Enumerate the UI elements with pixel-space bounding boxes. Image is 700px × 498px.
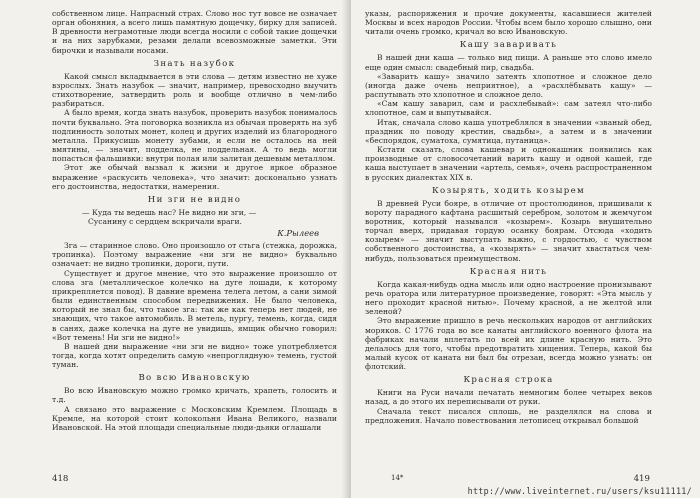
verse-author: К.Рылеев	[277, 228, 319, 239]
paragraph: Это выражение пришло в речь нескольких народов от английских моряков. С 1776 года во все канаты английского военного флота на фабриках начали вплетать по всей их длине красную нить. Это делалось для того, чтобы предотвратить хищения. Теперь, какой бы малый кусок от каната ни был бы отрезан, всегда можно узнать: он флотский.	[365, 316, 652, 372]
paragraph: Какой смысл вкладывается в эти слова — детям известно не хуже взрослых. Знать назубок — значит, например, превосходно выучить стихотворение, затвердить роль и вообще отлично в чем-либо разбираться.	[52, 71, 337, 109]
section-heading-kashu-zavarivat: Кашу заваривать	[459, 40, 558, 51]
section-heading-ni-zgi: Ни зги не видно	[147, 194, 242, 205]
paragraph: В древней Руси бояре, в отличие от простолюдинов, пришивали к вороту парадного кафтана расшитый серебром, золотом и жемчугом воротник, который назывался «козырем». Козырь внушительно торчал вверх, придавая гордую осанку боярам. Отсюда «ходить козырем» — значит выступать важно, с гордостью, с чувством собственного достоинства, а «козырять» — значит хвастаться чем-нибудь, пользоваться преимуществом.	[365, 198, 652, 263]
left-intro-paragraph: собственном лице. Напрасный страх. Слово нос тут вовсе не означает орган обоняния, а всего лишь памятную дощечку, бирку для записей. В древности неграмотные люди всегда носили с собой такие дощечки и на них зарубками, резами делали всевозможные заметки. Эти бирочки и называли носами.	[52, 9, 337, 55]
paragraph: Во всю Ивановскую можно громко кричать, храпеть, голосить и т.д.	[52, 386, 337, 405]
section-heading-vo-vsyu-ivanovskuyu: Во всю Ивановскую	[138, 373, 251, 384]
watermark-url: http://www.liveinternet.ru/users/ksu11111/	[467, 486, 692, 496]
section-heading-krasnaya-stroka: Красная строка	[463, 375, 554, 386]
paragraph: Кстати сказать, слова кашевар и однокашник появились как производные от словосочетаний варить кашу и одной кашей, где каша выступает в значении «артель, семья», очень распространенном в русских диалектах XIX в.	[365, 145, 652, 182]
verse-quote	[52, 208, 337, 226]
paragraph: В нашей дни выражение «ни зги не видно» тоже употребляется тогда, когда хотят определить самую «непроглядную» темень, густой туман.	[52, 341, 337, 370]
left-page	[0, 0, 349, 498]
verse-line: — Куда ты ведешь нас? Не видно ни зги, —	[82, 207, 257, 217]
paragraph: А было время, когда знать назубок, проверить назубок понималось почти буквально. Эта поговорка возникла из обычая проверять на зуб подлинность золотых монет, колец и других изделий из благородного металла. Прикусишь монету зубами, и если не осталось на ней вмятины, — значит, подделка, не поддельная. А то ведь могли попасться фальшивки: внутри полая или залитая дешевым металлом.	[52, 108, 337, 164]
paragraph: Зга — старинное слово. Оно произошло от стьга (стежка, дорожка, тропинка). Поэтому выражение «ни зги не видно» буквально означает: не видно тропинки, дороги, пути.	[52, 241, 337, 269]
right-intro-paragraph: указы, распоряжения и прочие документы, касавшиеся жителей Москвы и всех народов России. Чтобы всем было хорошо слышно, они читали очень громко, кричал во всю Ивановскую.	[365, 9, 652, 37]
section-heading-znat-nazubok: Знать назубок	[153, 58, 236, 69]
paragraph: Сначала текст писался сплошь, не разделялся на слова и предложения. Начало повествования летописец открывал большой	[365, 406, 652, 425]
paragraph: «Сам кашу заварил, сам и расхлебывай»: сам затеял что-либо хлопотное, сам и выпутывайся.	[365, 99, 652, 118]
paragraph: В нашей дни каша — только вид пищи. А раньше это слово имело еще один смысл: свадебный пир, свадьба.	[365, 53, 652, 72]
paragraph: «Заварить кашу» значило затеять хлопотное и сложное дело (иногда даже очень неприятное), а «расхлёбывать кашу» — распутывать это хлопотное и сложное дело.	[365, 71, 652, 100]
right-page	[351, 0, 700, 498]
verse-line: Сусанину с сердцем вскричали враги.	[88, 216, 242, 226]
paragraph: А связано это выражение с Московским Кремлем. Площадь в Кремле, на которой стоит колокольня Ивана Великого, назвали Ивановской. На этой площади специальные люди-дьяки оглашали	[52, 404, 337, 432]
paragraph: Существует и другое мнение, что это выражение произошло от слова зга (металлическое колечко на дуге лошади, к которому прикрепляется повод). В давние времена телега летом, а сани зимой были единственным способом передвижения. Не было человека, который не знал бы, что такое зга: так же как теперь нет людей, не знающих, что такое автомобиль. В метель, пургу, темень, когда, сидя в санях, даже колечка на дуге не увидишь, ямщик обычно говорил: «Вот темень! Ни зги не видно!»	[52, 268, 337, 342]
paragraph: Итак, сначала слово каша употреблялся в значении «званый обед, праздник по поводу крестин, свадьбы», а затем и в значении «беспорядок, суматоха, сумятица, путаница».	[365, 117, 652, 145]
signature-mark: 14*	[391, 474, 404, 482]
paragraph: Когда какая-нибудь одна мысль или одно настроение пронизывают речь оратора или литературное произведение, говорят: «Эта мысль у него проходит красной нитью». Почему красной, а не желтой или зеленой?	[365, 279, 652, 317]
page-number-right: 419	[633, 474, 650, 484]
paragraph: Книги на Руси начали печатать немногим более четырех веков назад, а до этого их переписывали от руки.	[365, 388, 652, 407]
section-heading-kozyryat: Козырять, ходить козырем	[432, 185, 585, 196]
paragraph: Этот же обычай вызвал к жизни и другое яркое образное выражение «раскусить человека», что значит: досконально узнать его достоинства, недостатки, намерения.	[52, 163, 337, 191]
section-heading-krasnaya-nit: Красная нить	[469, 266, 548, 277]
page-number-left: 418	[52, 474, 69, 484]
